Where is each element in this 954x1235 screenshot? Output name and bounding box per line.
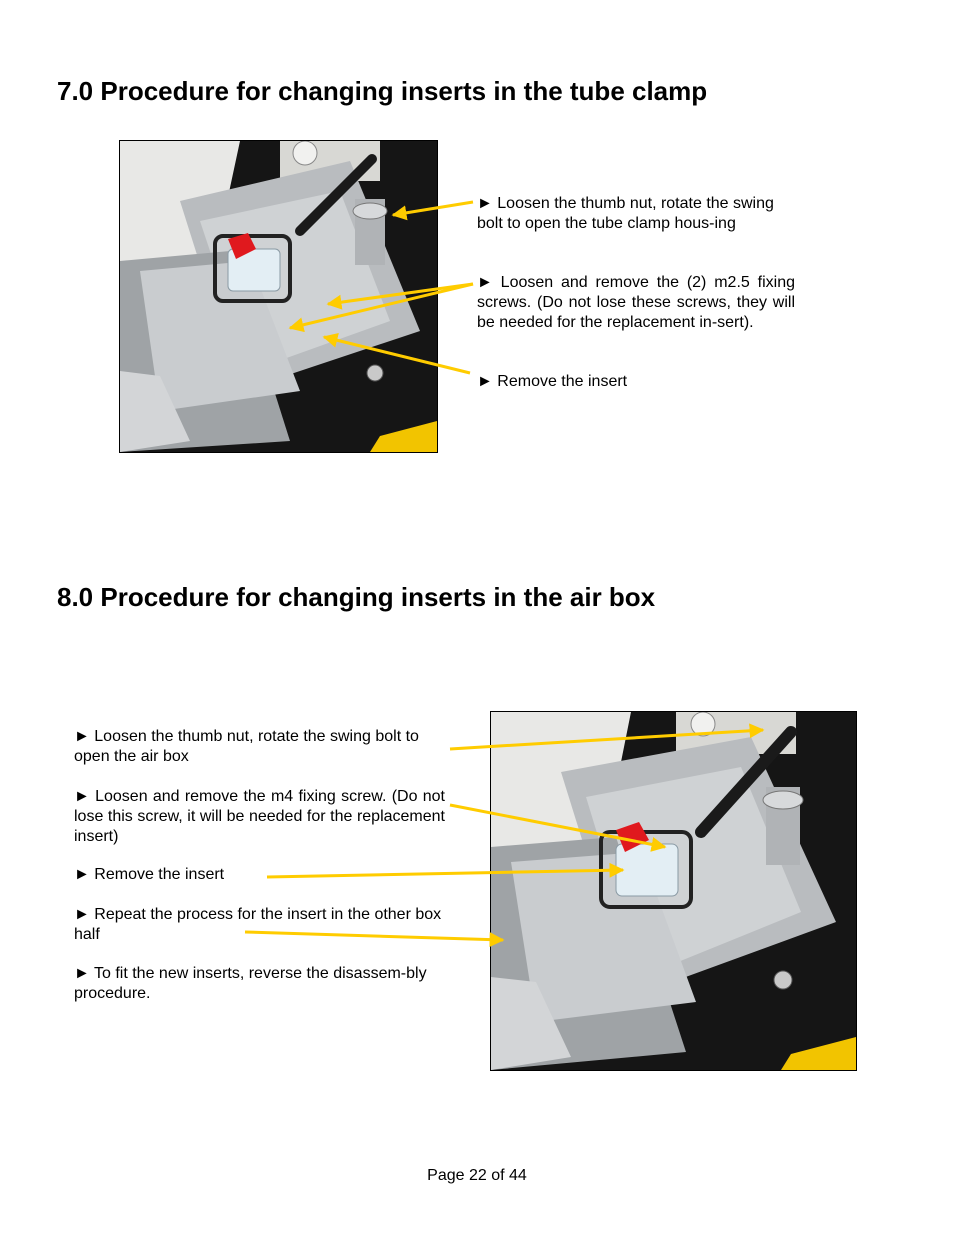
section-7-title: 7.0 Procedure for changing inserts in the tube clamp: [57, 76, 708, 106]
step-8-2: ► Loosen and remove the m4 fixing screw. (Do not lose this screw, it will be needed for the replacement insert): [74, 788, 445, 845]
page-number: Page 22 of 44: [427, 1167, 527, 1184]
section-8-title: 8.0 Procedure for changing inserts in the air box: [57, 582, 656, 612]
tube-clamp-photo: [119, 140, 438, 453]
step-7-1: ► Loosen the thumb nut, rotate the swing bolt to open the tube clamp hous-ing: [477, 195, 774, 232]
air-box-photo: [490, 711, 857, 1071]
step-8-1: ► Loosen the thumb nut, rotate the swing bolt to open the air box: [74, 728, 419, 765]
step-8-4: ► Repeat the process for the insert in the other box half: [74, 906, 442, 943]
step-7-3: ► Remove the insert: [477, 373, 628, 390]
step-8-5: ► To fit the new inserts, reverse the disassem-bly procedure.: [74, 965, 427, 1002]
step-8-3: ► Remove the insert: [74, 866, 225, 883]
step-7-2: ► Loosen and remove the (2) m2.5 fixing screws. (Do not lose these screws, they will be needed for the replacement in-sert).: [477, 274, 795, 331]
